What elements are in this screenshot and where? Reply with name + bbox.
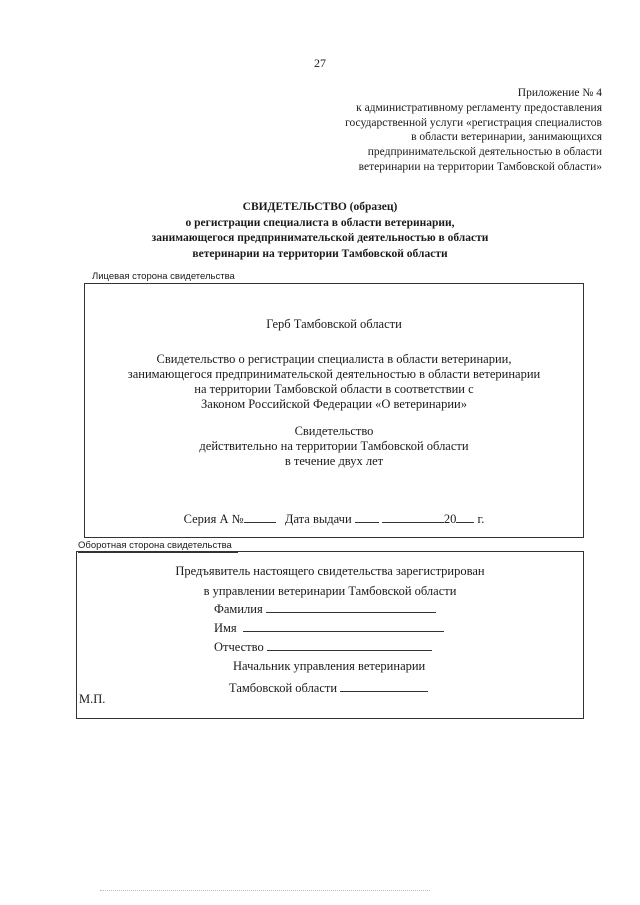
issue-month-blank[interactable] xyxy=(382,510,444,523)
validity-statement xyxy=(85,424,583,469)
validity-line: Свидетельство xyxy=(294,424,374,438)
stamp-place-label: М.П. xyxy=(79,692,106,706)
series-number-blank[interactable] xyxy=(244,510,276,523)
head-title-line2: Тамбовской области xyxy=(229,681,338,695)
issue-year-blank[interactable] xyxy=(456,510,474,523)
back-side-label xyxy=(78,540,232,551)
appendix-line: в области ветеринарии, занимающихся xyxy=(411,131,602,144)
surname-label: Фамилия xyxy=(214,602,263,616)
title-line: СВИДЕТЕЛЬСТВО (образец) xyxy=(242,201,398,213)
series-label: Серия А № xyxy=(183,512,244,526)
title-line: занимающегося предпринимательской деятельностью в области xyxy=(151,232,489,244)
front-side-label-text: Лицевая сторона свидетельства xyxy=(92,271,235,282)
document-title xyxy=(0,200,640,262)
issue-date-label: Дата выдачи xyxy=(284,512,352,526)
registration-statement xyxy=(77,561,583,601)
patronymic-blank[interactable] xyxy=(267,638,432,651)
patronymic-label: Отчество xyxy=(214,640,264,654)
scan-artifact-line xyxy=(100,890,430,891)
front-side-label xyxy=(92,271,235,282)
back-side-label-text: Оборотная сторона свидетельства xyxy=(78,540,232,551)
series-and-date-row xyxy=(85,510,583,527)
title-line: о регистрации специалиста в области ветеринарии, xyxy=(185,216,455,229)
appendix-line: Приложение № 4 xyxy=(517,87,602,99)
name-blank[interactable] xyxy=(243,619,444,632)
statement-line: занимающегося предпринимательской деятельностью в области ветеринарии xyxy=(127,367,541,381)
statement-line: Законом Российской Федерации «О ветеринарии» xyxy=(201,397,467,411)
appendix-line: ветеринарии на территории Тамбовской области» xyxy=(358,160,602,173)
surname-blank[interactable] xyxy=(266,600,436,613)
certificate-front xyxy=(84,283,584,538)
name-label: Имя xyxy=(214,621,237,635)
signature-blank[interactable] xyxy=(340,679,428,692)
validity-line: в течение двух лет xyxy=(284,454,384,468)
head-title-line1: Начальник управления ветеринарии xyxy=(233,659,426,673)
surname-row xyxy=(214,600,436,617)
appendix-header xyxy=(282,86,602,175)
appendix-line: государственной услуги «регистрация специалистов xyxy=(345,116,602,129)
registration-line: в управлении ветеринарии Тамбовской области xyxy=(203,584,457,598)
patronymic-row xyxy=(214,638,432,655)
head-title-row xyxy=(229,679,428,696)
certificate-back xyxy=(76,551,584,719)
name-row xyxy=(214,619,444,636)
coat-of-arms-placeholder: Герб Тамбовской области xyxy=(266,317,402,331)
registration-line: Предъявитель настоящего свидетельства зарегистрирован xyxy=(175,564,485,578)
statement-line: на территории Тамбовской области в соответствии с xyxy=(194,382,474,396)
year-suffix: г. xyxy=(477,512,485,526)
validity-line: действительно на территории Тамбовской области xyxy=(199,439,469,453)
page-number: 27 xyxy=(314,56,326,70)
statement-line: Свидетельство о регистрации специалиста в области ветеринарии, xyxy=(156,352,512,366)
year-prefix: 20 xyxy=(443,512,457,526)
issue-day-blank[interactable] xyxy=(355,510,379,523)
appendix-line: к административному регламенту предоставления xyxy=(356,101,602,114)
appendix-line: предпринимательской деятельностью в области xyxy=(367,146,602,159)
title-line: ветеринарии на территории Тамбовской области xyxy=(192,247,448,260)
certificate-statement xyxy=(85,352,583,412)
